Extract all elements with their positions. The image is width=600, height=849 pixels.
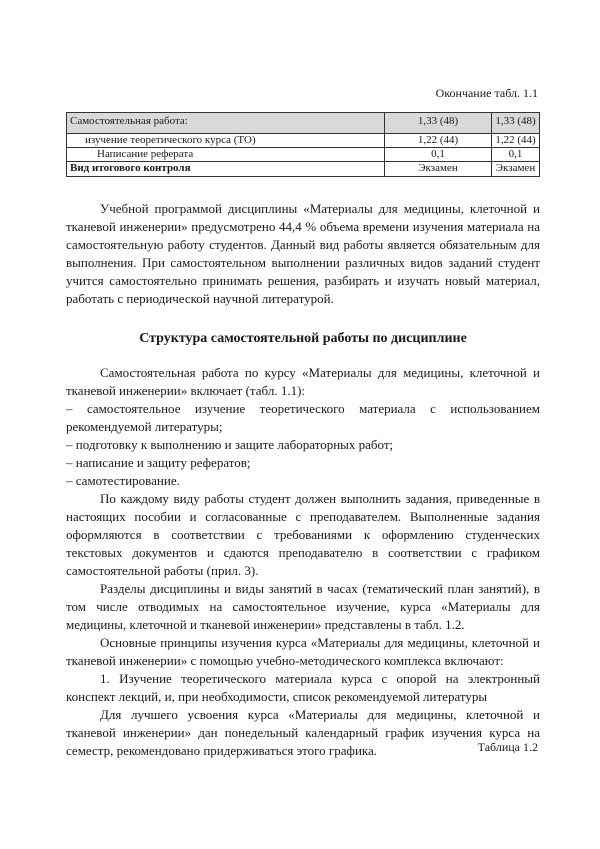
list-item: – подготовку к выполнению и защите лабораторных работ;	[66, 437, 394, 452]
table-continuation-caption: Окончание табл. 1.1	[435, 86, 538, 100]
table-row	[67, 162, 540, 177]
next-table-caption: Таблица 1.2	[477, 740, 538, 754]
paragraph: Разделы дисциплины и виды занятий в часах (тематический план занятий), в том числе отводимых на самостоятельное изучение, курса «Материалы для медицины, клеточной и тканевой инженерии» представлены в табл. 1.2.	[66, 581, 540, 632]
table-cell: Экзамен	[492, 162, 540, 177]
table-row	[67, 148, 540, 162]
table-cell: 1,33 (48)	[385, 113, 492, 134]
table-cell: 1,22 (44)	[385, 134, 492, 148]
section-heading: Структура самостоятельной работы по дисциплине	[139, 331, 467, 346]
paragraph: Самостоятельная работа по курсу «Материалы для медицины, клеточной и тканевой инженерии» включает (табл. 1.1):	[66, 365, 540, 398]
table-cell: Вид итогового контроля	[67, 162, 385, 177]
table-cell: 1,22 (44)	[492, 134, 540, 148]
paragraph: Основные принципы изучения курса «Материалы для медицины, клеточной и тканевой инженерии» с помощью учебно-методического комплекса включают:	[66, 635, 540, 668]
table-cell: 1,33 (48)	[492, 113, 540, 134]
body-text	[66, 364, 540, 760]
paragraph: 1. Изучение теоретического материала курса с опорой на электронный конспект лекций, и, при необходимости, список рекомендуемой литературы	[66, 671, 540, 704]
table-row	[67, 113, 540, 134]
paragraph: Для лучшего усвоения курса «Материалы для медицины, клеточной и тканевой инженерии» дан понедельный календарный график изучения курса на семестр, рекомендовано придерживаться этого графика.	[66, 707, 540, 758]
table-cell: 0,1	[385, 148, 492, 162]
table-cell: 0,1	[492, 148, 540, 162]
list-item: – написание и защиту рефератов;	[66, 455, 251, 470]
intro-block	[66, 200, 540, 308]
paragraph: По каждому виду работы студент должен выполнить задания, приведенные в настоящих пособии и согласованные с преподавателем. Выполненные задания оформляются в соответствии с требованиями к оформлению студенческих текстовых документов и сдаются преподавателю в соответствии с графиком самостоятельной работы (прил. 3).	[66, 491, 540, 578]
table-cell: Написание реферата	[67, 148, 385, 162]
list-item: – самостоятельное изучение теоретического материала с использованием рекомендуемой литературы;	[66, 401, 540, 434]
list-item: – самотестирование.	[66, 473, 180, 488]
paragraph: Учебной программой дисциплины «Материалы для медицины, клеточной и тканевой инженерии» предусмотрено 44,4 % объема времени изучения материала на самостоятельную работу студентов. Данный вид работы является обязательным для выполнения. При самостоятельном выполнении различных видов заданий студент учится самостоятельно принимать решения, разбирать и изучать новый материал, работать с периодической научной литературой.	[66, 201, 540, 306]
table-row	[67, 134, 540, 148]
hours-table	[66, 112, 540, 177]
table-cell: Экзамен	[385, 162, 492, 177]
table-cell: изучение теоретического курса (ТО)	[67, 134, 385, 148]
table-cell: Самостоятельная работа:	[67, 113, 385, 134]
